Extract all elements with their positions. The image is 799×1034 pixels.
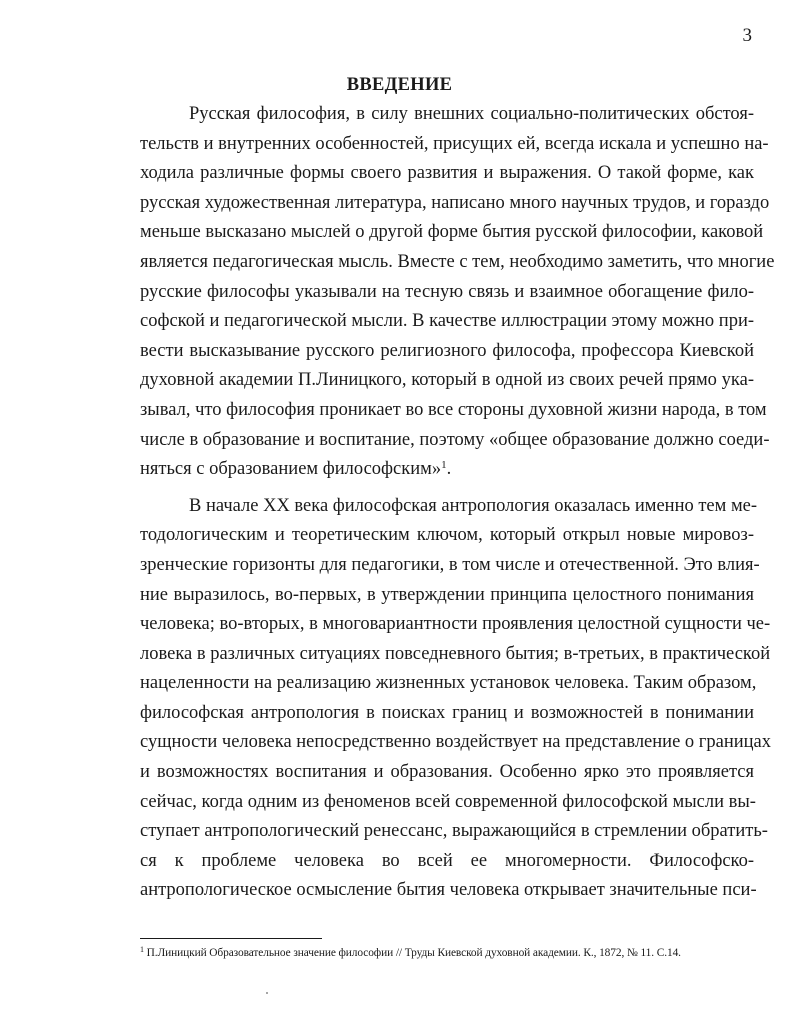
text-line: ступает антропологический ренессанс, выражающийся в стремлении обратить-	[140, 821, 768, 842]
text-line: вести высказывание русского религиозного философа, профессора Киевской	[140, 340, 754, 361]
text-line: тодологическим и теоретическим ключом, который открыл новые мировоз-	[140, 525, 754, 546]
footnote-ref[interactable]: 1	[441, 459, 447, 472]
text-line: духовной академии П.Линицкого, который в одной из своих речей прямо ука-	[140, 370, 754, 391]
text-line: меньше высказано мыслей о другой форме бытия русской философии, каковой	[140, 222, 764, 243]
text-line: русская художественная литература, написано много научных трудов, и гораздо	[140, 192, 770, 213]
text-line: русские философы указывали на тесную связь и взаимное обогащение фило-	[140, 281, 754, 302]
text-line: Русская философия, в силу внешних социально-политических обстоя-	[189, 104, 754, 124]
text-line: числе в образование и воспитание, поэтому «общее образование должно соеди-	[140, 429, 770, 450]
text-line: тельств и внутренних особенностей, присущих ей, всегда искала и успешно на-	[140, 133, 769, 154]
text-line: ся к проблеме человека во всей ее многомерности. Философско-	[140, 850, 754, 871]
text-line: ние выразилось, во-первых, в утверждении принципа целостного понимания	[140, 584, 754, 605]
text-fragment: няться с образованием философским»	[140, 459, 442, 480]
text-line: сейчас, когда одним из феноменов всей современной философской мысли вы-	[140, 791, 756, 812]
text-line: человека; во-вторых, в многовариантности проявления целостной сущности че-	[140, 614, 771, 635]
sentence-end: .	[446, 459, 452, 480]
text-line: зывал, что философия проникает во все стороны духовной жизни народа, в том	[140, 399, 767, 420]
text-line: В начале XX века философская антропология оказалась именно тем ме-	[189, 495, 758, 516]
footnote	[140, 947, 760, 959]
footnote-number: 1	[140, 945, 144, 954]
footnote-text: П.Линицкий Образовательное значение философии // Труды Киевской духовной академии. К., 1872, № 11. С.14.	[143, 947, 681, 959]
body-text	[140, 100, 775, 906]
page-number: 3	[742, 25, 752, 46]
page-title: ВВЕДЕНИЕ	[346, 75, 453, 95]
footnote-divider	[140, 938, 322, 939]
text-line: и возможностях воспитания и образования. Особенно ярко это проявляется	[140, 762, 754, 783]
text-line: ходила различные формы своего развития и выражения. О такой форме, как	[140, 163, 754, 184]
text-line: зренческие горизонты для педагогики, в том числе и отечественной. Это влия-	[140, 554, 760, 575]
text-line: нацеленности на реализацию жизненных установок человека. Таким образом,	[140, 673, 757, 694]
text-line: ловека в различных ситуациях повседневного бытия; в-третьих, в практической	[140, 643, 771, 664]
text-line-last	[140, 455, 754, 485]
text-line: антропологическое осмысление бытия человека открывает значительные пси-	[140, 880, 757, 901]
text-line: является педагогическая мысль. Вместе с тем, необходимо заметить, что многие	[140, 251, 775, 272]
text-line: сущности человека непосредственно воздействует на представление о границах	[140, 732, 771, 753]
text-line: софской и педагогической мысли. В качестве иллюстрации этому можно при-	[140, 311, 755, 332]
scan-speck	[266, 992, 268, 994]
text-line: философская антропология в поисках границ и возможностей в понимании	[140, 702, 754, 723]
